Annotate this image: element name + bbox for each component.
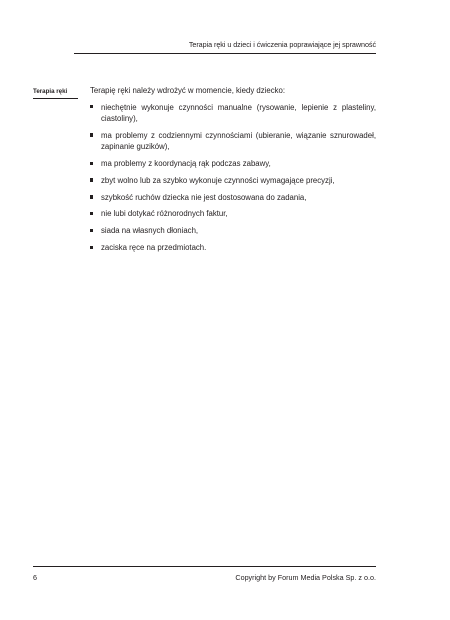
list-item-text: zbyt wolno lub za szybko wykonuje czynności wymagające precyzji,	[101, 175, 335, 185]
square-bullet-icon	[90, 246, 93, 249]
list-item	[90, 225, 376, 237]
square-bullet-icon	[90, 178, 93, 181]
copyright-notice: Copyright by Forum Media Polska Sp. z o.o.	[235, 573, 376, 582]
list-item	[90, 158, 376, 170]
header-divider	[74, 53, 376, 54]
list-item-text: szybkość ruchów dziecka nie jest dostosowana do zadania,	[101, 192, 307, 202]
list-item-text: zaciska ręce na przedmiotach.	[101, 243, 207, 253]
section-label-divider	[33, 98, 78, 99]
list-item	[90, 175, 376, 187]
list-item-text: niechętnie wykonuje czynności manualne (rysowanie, lepienie z plasteliny, ciastoliny),	[101, 102, 376, 123]
square-bullet-icon	[90, 212, 93, 215]
list-item-text: ma problemy z codziennymi czynnościami (ubieranie, wiązanie sznurowadeł, zapinanie guzików),	[101, 130, 376, 152]
list-item	[90, 242, 376, 254]
list-item	[90, 130, 376, 153]
list-item-text: nie lubi dotykać różnorodnych faktur,	[101, 209, 228, 219]
main-content	[90, 85, 376, 259]
footer-divider	[33, 566, 376, 567]
square-bullet-icon	[90, 133, 93, 136]
running-header-title: Terapia ręki u dzieci i ćwiczenia poprawiające jej sprawność	[188, 40, 376, 49]
list-item	[90, 208, 376, 220]
list-item-text: ma problemy z koordynacją rąk podczas zabawy,	[101, 159, 271, 169]
list-item-text: siada na własnych dłoniach,	[101, 226, 199, 236]
square-bullet-icon	[90, 162, 93, 165]
square-bullet-icon	[90, 229, 93, 232]
list-item	[90, 102, 376, 125]
page-number: 6	[33, 573, 37, 582]
list-item	[90, 192, 376, 204]
square-bullet-icon	[90, 195, 93, 198]
bullet-list	[90, 102, 376, 254]
square-bullet-icon	[90, 105, 93, 108]
section-label: Terapia ręki	[33, 88, 68, 95]
intro-paragraph: Terapię ręki należy wdrożyć w momencie, kiedy dziecko:	[90, 86, 285, 95]
